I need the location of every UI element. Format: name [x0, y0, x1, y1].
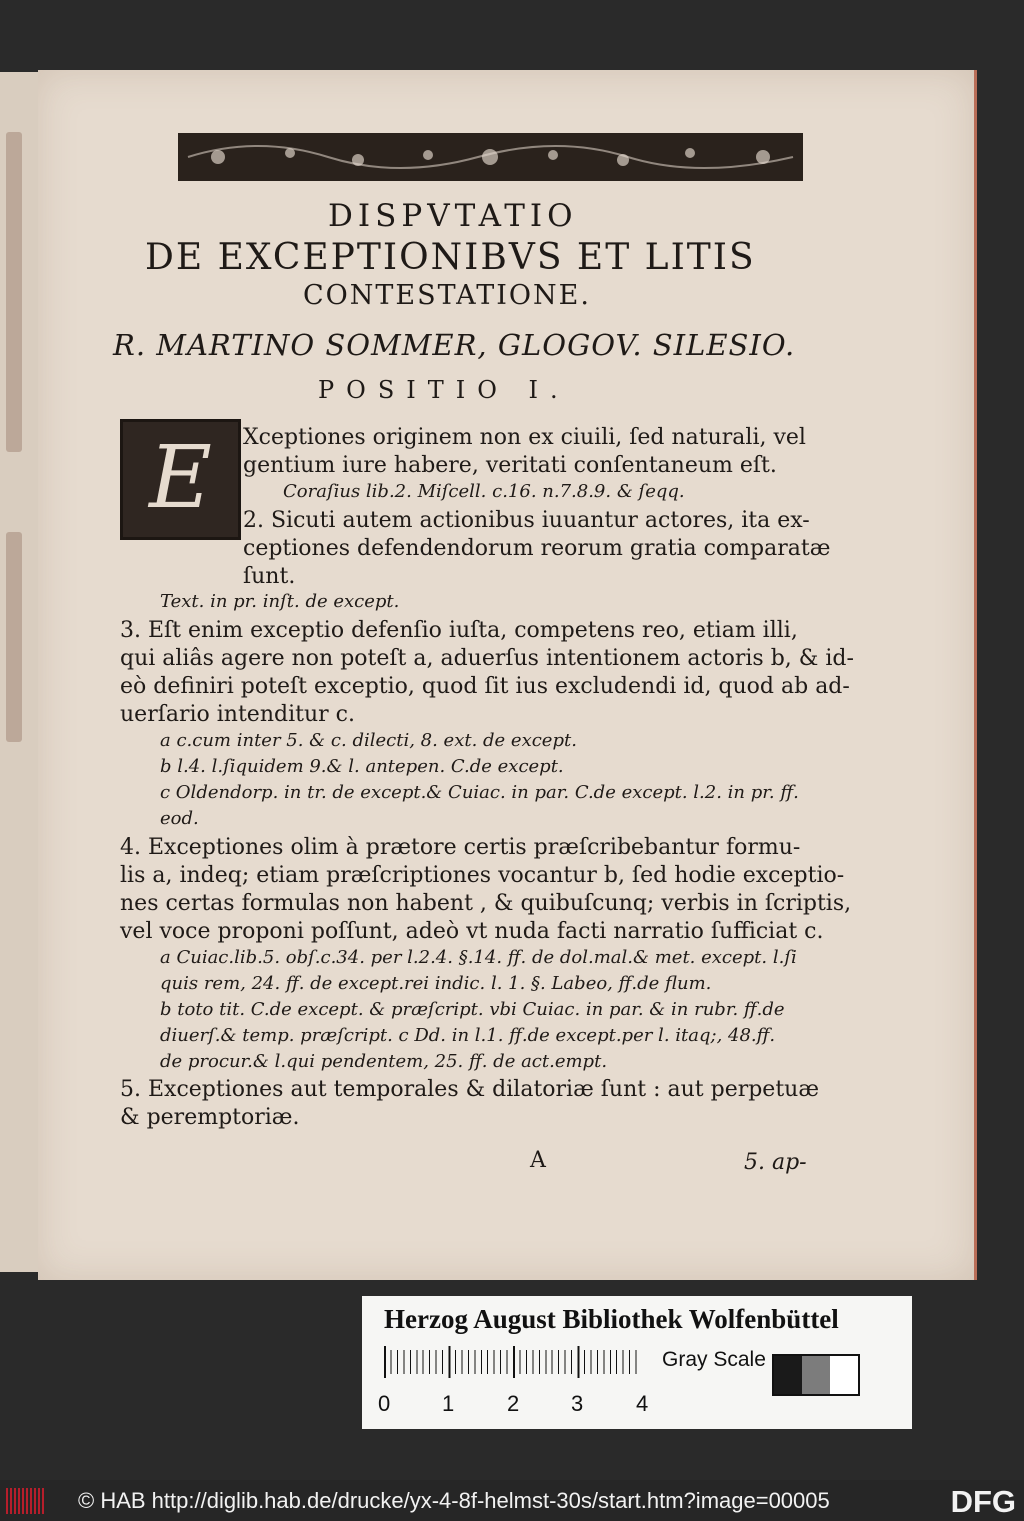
note-line: Coraſius lib.2. Miſcell. c.16. n.7.8.9. & ſeqq.: [283, 481, 685, 502]
title-line-2: DE EXCEPTIONIBVS ET LITIS: [145, 237, 756, 278]
color-scale-card: [362, 1296, 912, 1429]
note-line: de procur.& l.qui pendentem, 25. ff. de act.empt.: [160, 1051, 608, 1072]
book-page: [38, 70, 977, 1280]
ruler-number: 3: [571, 1391, 584, 1416]
section-heading: POSITIO I.: [318, 376, 570, 404]
gray-swatch: [774, 1356, 802, 1394]
library-name: Herzog August Bibliothek Wolfenbüttel: [384, 1304, 839, 1334]
viewer-footer: [0, 1480, 1024, 1521]
body-line: nes certas formulas non habent , & quibuſcunq; verbis in ſcriptis,: [120, 891, 852, 916]
note-line: b toto tit. C.de except. & præſcript. vbi Cuiac. in par. & in rubr. ff.de: [160, 999, 785, 1020]
note-line: b l.4. l.ſiquidem 9.& l. antepen. C.de except.: [160, 756, 564, 777]
decorative-headpiece-icon: [178, 133, 803, 181]
body-line: lis a, indeq; etiam præſcriptiones vocantur b, ſed hodie exceptio-: [120, 863, 845, 888]
dfg-logo: DFG: [950, 1484, 1016, 1519]
ruler-number: 2: [507, 1391, 520, 1416]
note-line: quis rem, 24. ff. de except.rei indic. l. 1. §. Labeo, ff.de flum.: [160, 973, 712, 994]
body-line: Xceptiones originem non ex ciuili, ſed naturali, vel: [243, 425, 806, 450]
body-line: gentium iure habere, veritati conſentaneum eſt.: [243, 453, 777, 478]
catchword: 5. ap-: [744, 1150, 807, 1175]
page-edge-mark: [6, 132, 22, 452]
ruler-major-ticks: [384, 1346, 642, 1378]
source-url[interactable]: © HAB http://diglib.hab.de/drucke/yx-4-8f-helmst-30s/start.htm?image=00005: [78, 1488, 830, 1513]
body-line: 5. Exceptiones aut temporales & dilatoriæ ſunt : aut perpetuæ: [120, 1077, 820, 1102]
body-line: uerſario intenditur c.: [120, 702, 355, 727]
gray-scale-swatches: [772, 1354, 860, 1396]
body-line: 3. Eſt enim exceptio defenſio iuſta, competens reo, etiam illi,: [120, 618, 798, 643]
body-line: ſunt.: [243, 564, 296, 589]
body-line: vel voce proponi poſſunt, adeò vt nuda facti narratio ſufficiat c.: [120, 919, 824, 944]
respondent-line: R. MARTINO SOMMER, GLOGOV. SILESIO.: [113, 328, 796, 362]
body-line: 2. Sicuti autem actionibus iuuantur actores, ita ex-: [243, 508, 810, 533]
body-line: ceptiones defendendorum reorum gratia comparatæ: [243, 536, 831, 561]
note-line: Text. in pr. inſt. de except.: [160, 591, 400, 612]
ruler-number: 0: [378, 1391, 391, 1416]
note-line: a c.cum inter 5. & c. dilecti, 8. ext. de except.: [160, 730, 577, 751]
body-line: eò definiri poteſt exceptio, quod ſit ius excludendi id, quod ab ad-: [120, 674, 850, 699]
page-edge-mark: [6, 532, 22, 742]
body-line: qui aliâs agere non poteſt a, aduerſus intentionem actoris b, & id-: [120, 646, 854, 671]
ruler-numbers: [378, 1391, 668, 1415]
body-line: & peremptoriæ.: [120, 1105, 300, 1130]
ruler-number: 4: [636, 1391, 649, 1416]
note-line: a Cuiac.lib.5. obſ.c.34. per l.2.4. §.14. ff. de dol.mal.& met. except. l.ſi: [160, 947, 797, 968]
gray-swatch: [830, 1356, 858, 1394]
note-line: eod.: [160, 808, 199, 829]
title-line-3: CONTESTATIONE.: [303, 280, 591, 311]
decorated-initial: E: [120, 419, 241, 540]
previous-page-edge: [0, 72, 40, 1272]
body-line: 4. Exceptiones olim à prætore certis præſcribebantur formu-: [120, 835, 801, 860]
barcode-icon: [6, 1488, 46, 1514]
note-line: c Oldendorp. in tr. de except.& Cuiac. in par. C.de except. l.2. in pr. ff.: [160, 782, 799, 803]
gray-swatch: [802, 1356, 830, 1394]
note-line: diuerſ.& temp. præſcript. c Dd. in l.1. ff.de except.per l. itaq;, 48.ff.: [160, 1025, 776, 1046]
signature-mark: A: [530, 1148, 546, 1173]
title-line-1: DISPVTATIO: [328, 198, 578, 234]
gray-scale-label: Gray Scale: [662, 1348, 766, 1371]
ruler-number: 1: [442, 1391, 455, 1416]
